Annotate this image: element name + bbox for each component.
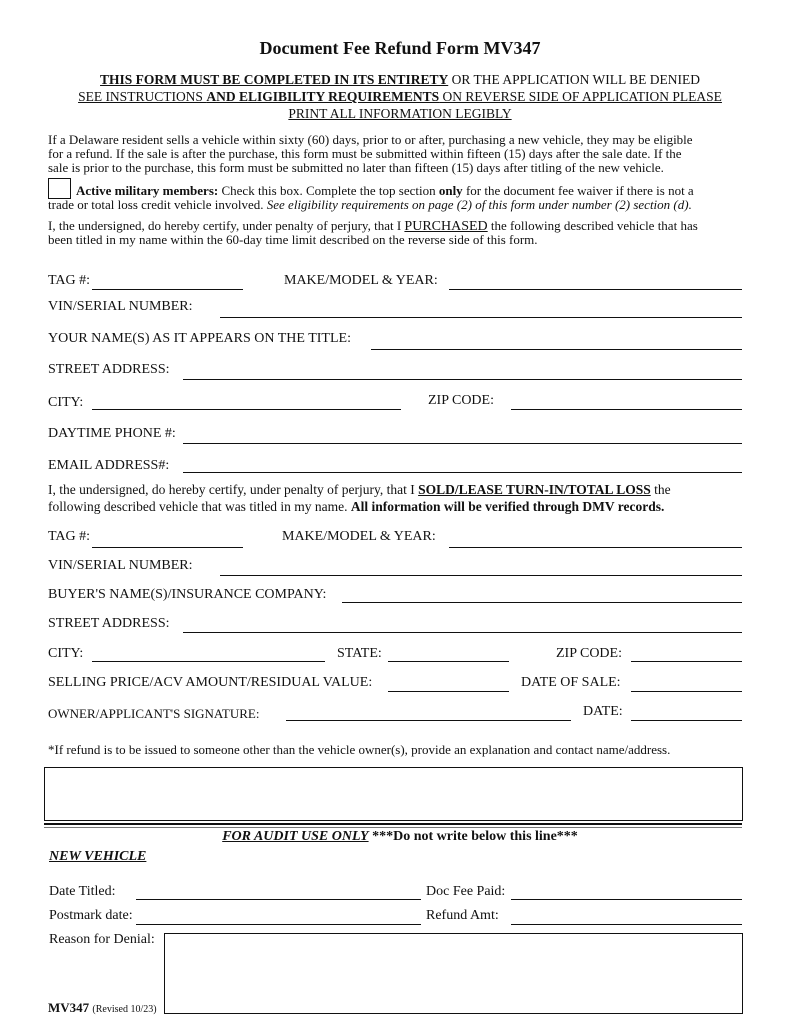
header-text: PLEASE (672, 89, 722, 104)
refund-amt-label: Refund Amt: (426, 908, 499, 923)
date-of-sale-field[interactable] (631, 691, 742, 692)
purchased-keyword: PURCHASED (404, 219, 488, 234)
audit-heading (0, 829, 800, 845)
selling-price-field[interactable] (388, 691, 509, 692)
intro-line: If a Delaware resident sells a vehicle within sixty (60) days, prior to or after, purchasing a new vehicle, they may be eligible (48, 132, 693, 147)
sold-text: the (650, 482, 671, 497)
buyer-name-label: BUYER'S NAME(S)/INSURANCE COMPANY: (48, 587, 327, 602)
header-text: OR THE APPLICATION WILL BE DENIED (448, 72, 700, 87)
signature-field[interactable] (286, 720, 571, 721)
page-title: Document Fee Refund Form MV347 (259, 38, 541, 58)
purchased-text: the following described vehicle that has (487, 218, 698, 233)
sold-zip-field[interactable] (631, 661, 742, 662)
owner-name-field[interactable] (371, 349, 742, 350)
make-model-label: MAKE/MODEL & YEAR: (284, 273, 438, 288)
buyer-name-field[interactable] (342, 602, 742, 603)
phone-field[interactable] (183, 443, 742, 444)
date-titled-field[interactable] (136, 899, 421, 900)
divider (44, 823, 742, 825)
audit-note: ***Do not write below this line*** (368, 829, 578, 844)
sold-tag-field[interactable] (92, 547, 243, 548)
sold-line-1 (48, 483, 671, 497)
military-text: Check this box. Complete the top section (218, 183, 439, 198)
divider (44, 827, 742, 828)
header-line-3 (0, 105, 800, 122)
header-bold: THIS FORM MUST BE COMPLETED IN ITS ENTIRETY (100, 72, 449, 87)
signature-label: OWNER/APPLICANT'S SIGNATURE: (48, 706, 260, 721)
sold-tag-label: TAG #: (48, 529, 91, 544)
active-military-checkbox[interactable] (48, 178, 71, 199)
doc-fee-label: Doc Fee Paid: (426, 884, 506, 899)
military-note: See eligibility requirements on page (2) of this form under number (2) section (d). (266, 197, 692, 212)
sold-city-field[interactable] (92, 661, 325, 662)
postmark-field[interactable] (136, 924, 421, 925)
military-text: for the document fee waiver if there is not a (462, 183, 694, 198)
street-field[interactable] (183, 379, 742, 380)
reason-for-denial-box[interactable] (164, 933, 743, 1014)
sold-line-2 (48, 500, 664, 514)
sold-keyword: SOLD/LEASE TURN-IN/TOTAL LOSS (418, 482, 651, 497)
header-line-1 (0, 71, 800, 88)
sold-state-label: STATE: (337, 646, 382, 661)
audit-only: FOR AUDIT USE ONLY (222, 829, 369, 844)
email-label: EMAIL ADDRESS#: (48, 458, 170, 473)
military-line-2 (48, 198, 692, 212)
city-field[interactable] (92, 409, 401, 410)
zip-field[interactable] (511, 409, 742, 410)
vin-label: VIN/SERIAL NUMBER: (48, 299, 193, 314)
sold-city-label: CITY: (48, 646, 84, 661)
sold-state-field[interactable] (388, 661, 509, 662)
intro-line: for a refund. If the sale is after the purchase, this form must be submitted within fifteen (15) days after the sale date. If the (48, 146, 682, 161)
refund-explanation-box[interactable] (44, 767, 743, 821)
tag-field[interactable] (92, 289, 243, 290)
tag-label: TAG #: (48, 273, 91, 288)
sold-zip-label: ZIP CODE: (556, 646, 622, 661)
sold-make-model-field[interactable] (449, 547, 742, 548)
make-model-field[interactable] (449, 289, 742, 290)
military-text: trade or total loss credit vehicle involved. (48, 197, 267, 212)
sold-text: I, the undersigned, do hereby certify, under penalty of perjury, that I (48, 482, 419, 497)
reason-label: Reason for Denial: (49, 932, 155, 947)
new-vehicle-heading: NEW VEHICLE (49, 849, 147, 864)
military-line-1 (76, 184, 694, 198)
header-line-2 (0, 88, 800, 105)
date-of-sale-label: DATE OF SALE: (521, 675, 621, 690)
signature-date-field[interactable] (631, 720, 742, 721)
date-titled-label: Date Titled: (49, 884, 116, 899)
purchased-text: I, the undersigned, do hereby certify, under penalty of perjury, that I (48, 218, 405, 233)
header-bold: AND ELIGIBILITY REQUIREMENTS (206, 89, 440, 104)
selling-price-label: SELLING PRICE/ACV AMOUNT/RESIDUAL VALUE: (48, 675, 373, 690)
header-text: SEE INSTRUCTIONS (78, 89, 207, 104)
postmark-label: Postmark date: (49, 908, 133, 923)
doc-fee-field[interactable] (511, 899, 742, 900)
vin-field[interactable] (220, 317, 742, 318)
military-only: only (438, 183, 463, 198)
email-field[interactable] (183, 472, 742, 473)
owner-name-label: YOUR NAME(S) AS IT APPEARS ON THE TITLE: (48, 331, 351, 346)
sold-text: following described vehicle that was titled in my name. (48, 499, 351, 514)
street-label: STREET ADDRESS: (48, 362, 170, 377)
header-text: ON REVERSE SIDE OF APPLICATION (439, 89, 673, 104)
revision-date: (Revised 10/23) (92, 1004, 157, 1015)
sold-street-field[interactable] (183, 632, 742, 633)
refund-note: *If refund is to be issued to someone other than the vehicle owner(s), provide an explanation and contact name/address. (48, 742, 671, 757)
refund-amt-field[interactable] (511, 924, 742, 925)
city-label: CITY: (48, 395, 84, 410)
zip-label: ZIP CODE: (428, 393, 494, 408)
header-text: PRINT ALL INFORMATION LEGIBLY (288, 106, 512, 121)
phone-label: DAYTIME PHONE #: (48, 426, 176, 441)
form-code: MV347 (48, 1000, 90, 1015)
signature-date-label: DATE: (583, 704, 623, 719)
intro-line: sale is prior to the purchase, this form must be submitted no later than fifteen (15) days after titling of the new vehicle. (48, 160, 664, 175)
sold-bold: All information will be verified through DMV records. (350, 499, 665, 514)
sold-street-label: STREET ADDRESS: (48, 616, 170, 631)
military-label: Active military members: (76, 183, 219, 198)
sold-make-model-label: MAKE/MODEL & YEAR: (282, 529, 436, 544)
sold-vin-label: VIN/SERIAL NUMBER: (48, 558, 193, 573)
purchased-line-2: been titled in my name within the 60-day time limit described on the reverse side of this form. (48, 232, 538, 247)
form-footer (48, 1000, 157, 1016)
sold-vin-field[interactable] (220, 575, 742, 576)
